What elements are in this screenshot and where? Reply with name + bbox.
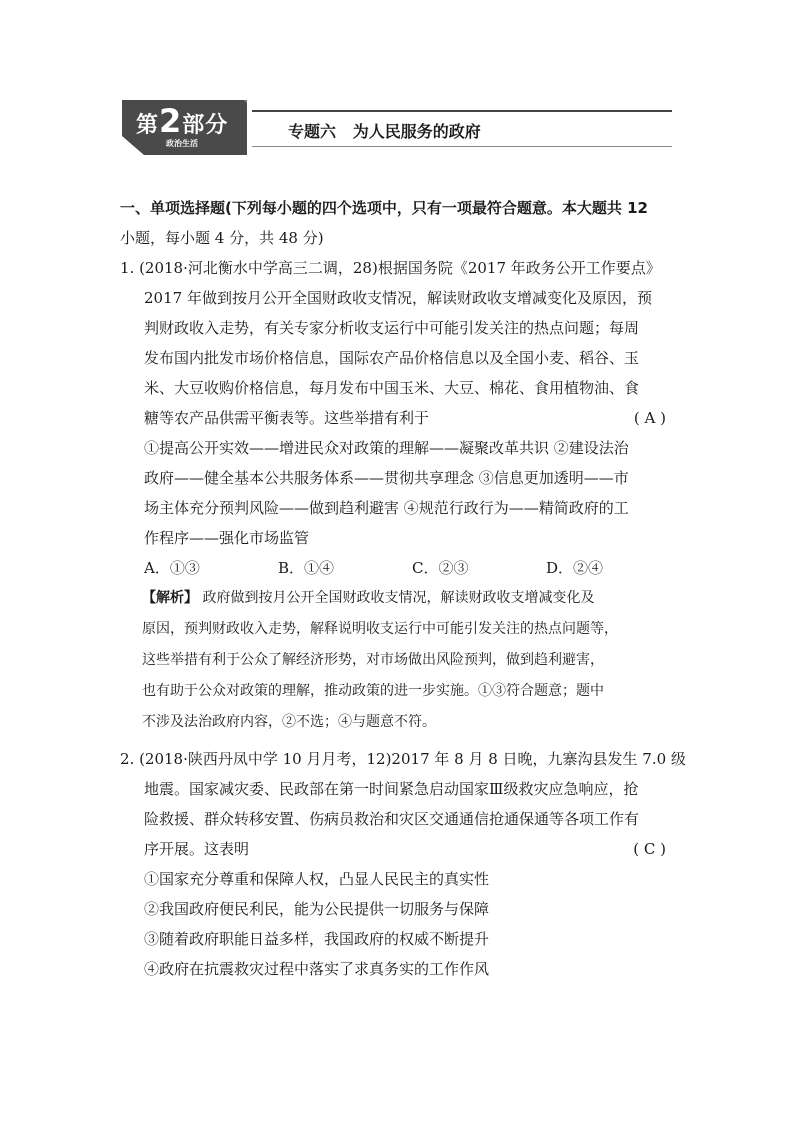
question-1 [120, 253, 680, 738]
section-heading-line1: 一、单项选择题(下列每小题的四个选项中，只有一项最符合题意。本大题共 12 [120, 199, 648, 217]
q1-analysis-line: 原因，预判财政收入走势，解释说明收支运行中可能引发关注的热点问题等， [142, 621, 618, 637]
header-rule-bottom [252, 146, 672, 147]
q1-choice-b: B．①④ [278, 559, 335, 577]
badge-title: 第2部分 [136, 102, 229, 140]
topic-title: 专题六 为人民服务的政府 [288, 122, 481, 141]
q2-stem-text: 序开展。这表明 [144, 840, 250, 858]
q1-stem-line: 发布国内批发市场价格信息，国际农产品价格信息以及全国小麦、稻谷、玉 [144, 349, 640, 367]
q2-option-line: ①国家充分尊重和保障人权，凸显人民民主的真实性 [144, 870, 490, 888]
q1-choices [120, 553, 680, 583]
q1-choice-c: C．②③ [412, 559, 469, 577]
q1-stem-last [120, 403, 680, 433]
question-2 [120, 744, 686, 984]
analysis-tag: 【解析】 [142, 590, 198, 606]
q1-option-line: 场主体充分预判风险——做到趋利避害 ④规范行政行为——精简政府的工 [144, 499, 629, 517]
part-badge [122, 100, 247, 155]
document-body [120, 193, 686, 984]
q2-stem-last [120, 834, 680, 864]
q1-choice-d: D．②④ [546, 559, 604, 577]
q1-stem-line: 判财政收入走势，有关专家分析收支运行中可能引发关注的热点问题；每周 [144, 319, 640, 337]
q1-option-line: 作程序——强化市场监管 [144, 529, 310, 547]
q1-option-line: 政府——健全基本公共服务体系——贯彻共享理念 ③信息更加透明——市 [144, 469, 629, 487]
q2-option-line: ④政府在抗震救灾过程中落实了求真务实的工作作风 [144, 960, 490, 978]
q1-option-line: ①提高公开实效——增进民众对政策的理解——凝聚改革共识 ②建设法治 [144, 439, 629, 457]
q1-choice-a: A．①③ [144, 559, 200, 577]
section-heading-line2: 小题，每小题 4 分，共 48 分) [120, 229, 324, 247]
header-rule-top [252, 110, 672, 112]
q2-stem-line: 地震。国家减灾委、民政部在第一时间紧急启动国家Ⅲ级救灾应急响应，抢 [144, 780, 639, 798]
q1-stem-line: 1. (2018·河北衡水中学高三二调，28)根据国务院《2017 年政务公开工作要点》 [120, 259, 661, 277]
q1-analysis [120, 583, 680, 614]
q1-stem-text: 糖等农产品供需平衡表等。这些举措有利于 [144, 409, 430, 427]
q2-option-line: ③随着政府职能日益多样，我国政府的权威不断提升 [144, 930, 490, 948]
q1-analysis-line: 不涉及法治政府内容，②不选；④与题意不符。 [142, 714, 436, 730]
badge-subtitle: 政治生活 [166, 139, 198, 148]
q2-stem-line: 2. (2018·陕西丹凤中学 10 月月考，12)2017 年 8 月 8 日晚，九寨沟县发生 7.0 级 [120, 750, 686, 768]
q2-answer: ( C ) [633, 840, 666, 858]
q1-stem-line: 米、大豆收购价格信息，每月发布中国玉米、大豆、棉花、食用植物油、食 [144, 379, 640, 397]
q2-stem-line: 险救援、群众转移安置、伤病员救治和灾区交通通信抢通保通等各项工作有 [144, 810, 640, 828]
q1-analysis-line: 也有助于公众对政策的理解，推动政策的进一步实施。①③符合题意；题中 [142, 683, 604, 699]
analysis-text: 政府做到按月公开全国财政收支情况，解读财政收支增减变化及 [198, 590, 595, 606]
q1-analysis-line: 这些举措有利于公众了解经济形势，对市场做出风险预判，做到趋利避害， [142, 652, 604, 668]
q2-option-line: ②我国政府便民利民，能为公民提供一切服务与保障 [144, 900, 490, 918]
q1-stem-line: 2017 年做到按月公开全国财政收支情况，解读财政收支增减变化及原因，预 [144, 289, 652, 307]
section-heading [120, 193, 680, 223]
q1-answer: ( A ) [633, 409, 666, 427]
